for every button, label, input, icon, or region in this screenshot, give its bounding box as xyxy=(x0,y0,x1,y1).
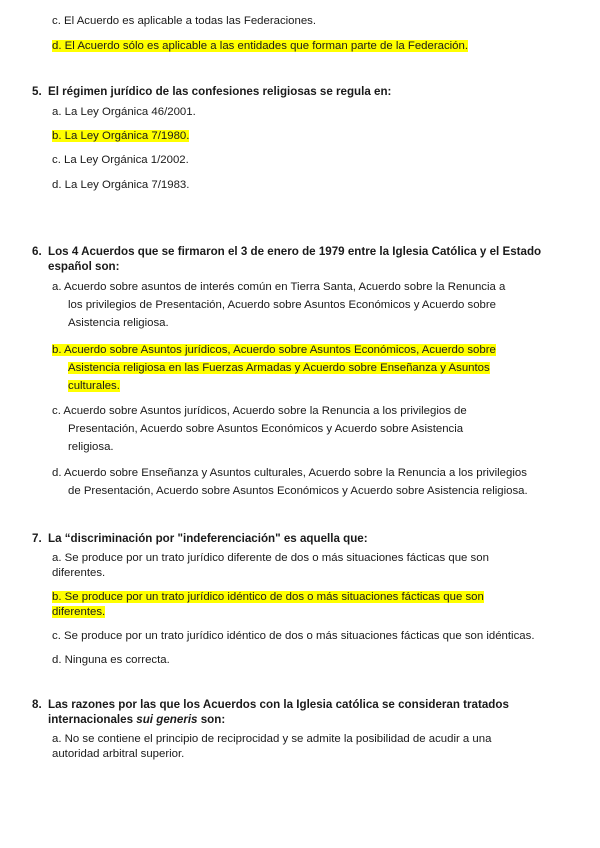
option-text: d. La Ley Orgánica 7/1983. xyxy=(52,179,190,191)
q5-option-a xyxy=(52,104,572,120)
question-7 xyxy=(32,531,572,546)
q7-option-d xyxy=(52,652,572,668)
option-line: c. Acuerdo sobre Asuntos jurídicos, Acuerdo sobre la Renuncia a los privilegios de xyxy=(52,405,467,417)
q7-option-a xyxy=(52,551,572,581)
q6-option-b xyxy=(52,341,572,395)
question-number: 6. xyxy=(32,245,42,258)
q5-option-d xyxy=(52,177,572,193)
question-text-line2-pre: internacionales xyxy=(48,713,137,726)
option-line-highlighted: diferentes. xyxy=(52,606,106,618)
question-number: 5. xyxy=(32,85,42,98)
question-number: 7. xyxy=(32,532,42,545)
question-8 xyxy=(32,697,572,727)
option-line: autoridad arbitral superior. xyxy=(52,748,185,760)
question-text: El régimen jurídico de las confesiones religiosas se regula en: xyxy=(48,85,392,98)
option-line-highlighted: culturales. xyxy=(68,380,120,392)
question-text-line2: español son: xyxy=(48,260,120,273)
option-line: los privilegios de Presentación, Acuerdo sobre Asuntos Económicos y Acuerdo sobre xyxy=(68,299,497,311)
question-6 xyxy=(32,244,572,274)
option-text: c. La Ley Orgánica 1/2002. xyxy=(52,154,189,166)
q6-option-d xyxy=(52,464,572,500)
option-text: c. Se produce por un trato jurídico idéntico de dos o más situaciones fácticas que son idénticas. xyxy=(52,630,535,642)
option-line: a. Se produce por un trato jurídico diferente de dos o más situaciones fácticas que son xyxy=(52,552,489,564)
option-text: c. El Acuerdo es aplicable a todas las Federaciones. xyxy=(52,15,317,27)
option-text: a. La Ley Orgánica 46/2001. xyxy=(52,106,196,118)
question-text-line2-post: son: xyxy=(197,713,226,726)
option-text-highlighted: d. El Acuerdo sólo es aplicable a las entidades que forman parte de la Federación. xyxy=(52,40,469,52)
q5-option-b xyxy=(52,128,572,144)
option-line: Asistencia religiosa. xyxy=(68,317,169,329)
q4-option-c xyxy=(52,13,572,29)
option-line: Presentación, Acuerdo sobre Asuntos Económicos y Acuerdo sobre Asistencia xyxy=(68,423,464,435)
q7-option-b xyxy=(52,590,572,620)
option-line: diferentes. xyxy=(52,567,106,579)
q6-option-a xyxy=(52,278,572,332)
question-text: La “discriminación por "indeferenciación" es aquella que: xyxy=(48,532,368,545)
option-line-highlighted: b. Se produce por un trato jurídico idéntico de dos o más situaciones fácticas que son xyxy=(52,591,484,603)
option-line: d. Acuerdo sobre Enseñanza y Asuntos culturales, Acuerdo sobre la Renuncia a los privilegios xyxy=(52,467,527,479)
option-text-highlighted: b. La Ley Orgánica 7/1980. xyxy=(52,130,190,142)
question-number: 8. xyxy=(32,698,42,711)
option-line-highlighted: b. Acuerdo sobre Asuntos jurídicos, Acuerdo sobre Asuntos Económicos, Acuerdo sobre xyxy=(52,344,496,356)
option-line: de Presentación, Acuerdo sobre Asuntos Económicos y Acuerdo sobre Asistencia religiosa. xyxy=(68,485,528,497)
q8-option-a xyxy=(52,732,572,762)
question-text-line1: Los 4 Acuerdos que se firmaron el 3 de enero de 1979 entre la Iglesia Católica y el Estado xyxy=(48,245,542,258)
q4-option-d xyxy=(52,38,572,54)
q7-option-c xyxy=(52,628,572,644)
option-text: d. Ninguna es correcta. xyxy=(52,654,170,666)
q5-option-c xyxy=(52,152,572,168)
question-text-line1: Las razones por las que los Acuerdos con la Iglesia católica se consideran tratados xyxy=(48,698,509,711)
option-line: religiosa. xyxy=(68,441,114,453)
option-line-highlighted: Asistencia religiosa en las Fuerzas Armadas y Acuerdo sobre Enseñanza y Asuntos xyxy=(68,362,490,374)
question-text-emphasis: sui generis xyxy=(136,713,198,726)
option-line: a. Acuerdo sobre asuntos de interés común en Tierra Santa, Acuerdo sobre la Renuncia a xyxy=(52,281,506,293)
q6-option-c xyxy=(52,402,572,456)
question-5 xyxy=(32,84,572,99)
option-line: a. No se contiene el principio de reciprocidad y se admite la posibilidad de acudir a una xyxy=(52,733,492,745)
